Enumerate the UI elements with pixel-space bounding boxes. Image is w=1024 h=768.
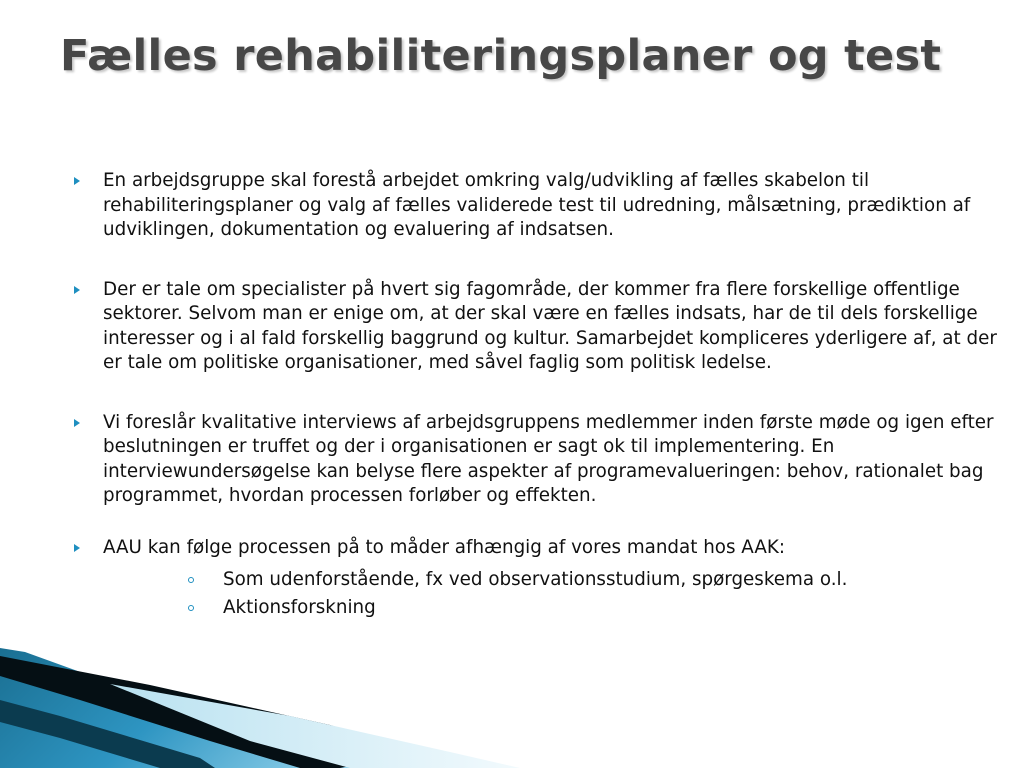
bullet-item bbox=[72, 536, 997, 623]
ribbon-dark-stripe bbox=[0, 656, 420, 768]
bullet-text: En arbejdsgruppe skal forestå arbejdet omkring valg/udvikling af fælles skabelon til rehabiliteringsplaner og valg af fælles validerede test til udredning, målsætning, prædiktion af udviklingen, dokumentation og evaluering af indsatsen. bbox=[103, 170, 971, 240]
bullet-text: AAU kan følge processen på to måder afhængig af vores mandat hos AAK: bbox=[103, 536, 785, 558]
circle-bullet-icon bbox=[188, 605, 194, 611]
bullet-item bbox=[72, 278, 997, 376]
circle-bullet-icon bbox=[188, 577, 194, 583]
bullet-list bbox=[72, 169, 997, 622]
sub-bullet-text: Aktionsforskning bbox=[223, 597, 376, 618]
sub-bullet-item bbox=[103, 594, 997, 622]
sub-bullet-text: Som udenforstående, fx ved observationsstudium, spørgeskema o.l. bbox=[223, 569, 848, 590]
bullet-text: Vi foreslår kvalitative interviews af arbejdsgruppens medlemmer inden første møde og igen efter beslutningen er truffet og der i organisationen er sagt ok til implementering. En interviewundersøgelse kan belyse flere aspekter af programevalueringen: behov, rationalet bag programmet, hvordan processen forløber og effekten. bbox=[103, 411, 994, 506]
bullet-text: Der er tale om specialister på hvert sig fagområde, der kommer fra flere forskellige offentlige sektorer. Selvom man er enige om, at der skal være en fælles indsats, har de til dels forskellige interesser og i al fald forskellig baggrund og kultur. Samarbejdet kompliceres yderligere af, at der er tale om politiske organisationer, med såvel faglig som politisk ledelse. bbox=[103, 278, 997, 373]
sub-bullet-item bbox=[103, 566, 997, 594]
triangle-bullet-icon bbox=[74, 177, 80, 185]
bullet-item bbox=[72, 411, 997, 509]
bullet-item bbox=[72, 169, 997, 243]
triangle-bullet-icon bbox=[74, 419, 80, 427]
triangle-bullet-icon bbox=[74, 544, 80, 552]
ribbon-blue-band bbox=[0, 648, 420, 768]
slide-title: Fælles rehabiliteringsplaner og test bbox=[60, 31, 942, 81]
sub-bullet-list bbox=[103, 566, 997, 622]
ribbon-accent-stripe bbox=[0, 700, 215, 768]
triangle-bullet-icon bbox=[74, 286, 80, 294]
ribbon-light-band bbox=[110, 684, 520, 768]
